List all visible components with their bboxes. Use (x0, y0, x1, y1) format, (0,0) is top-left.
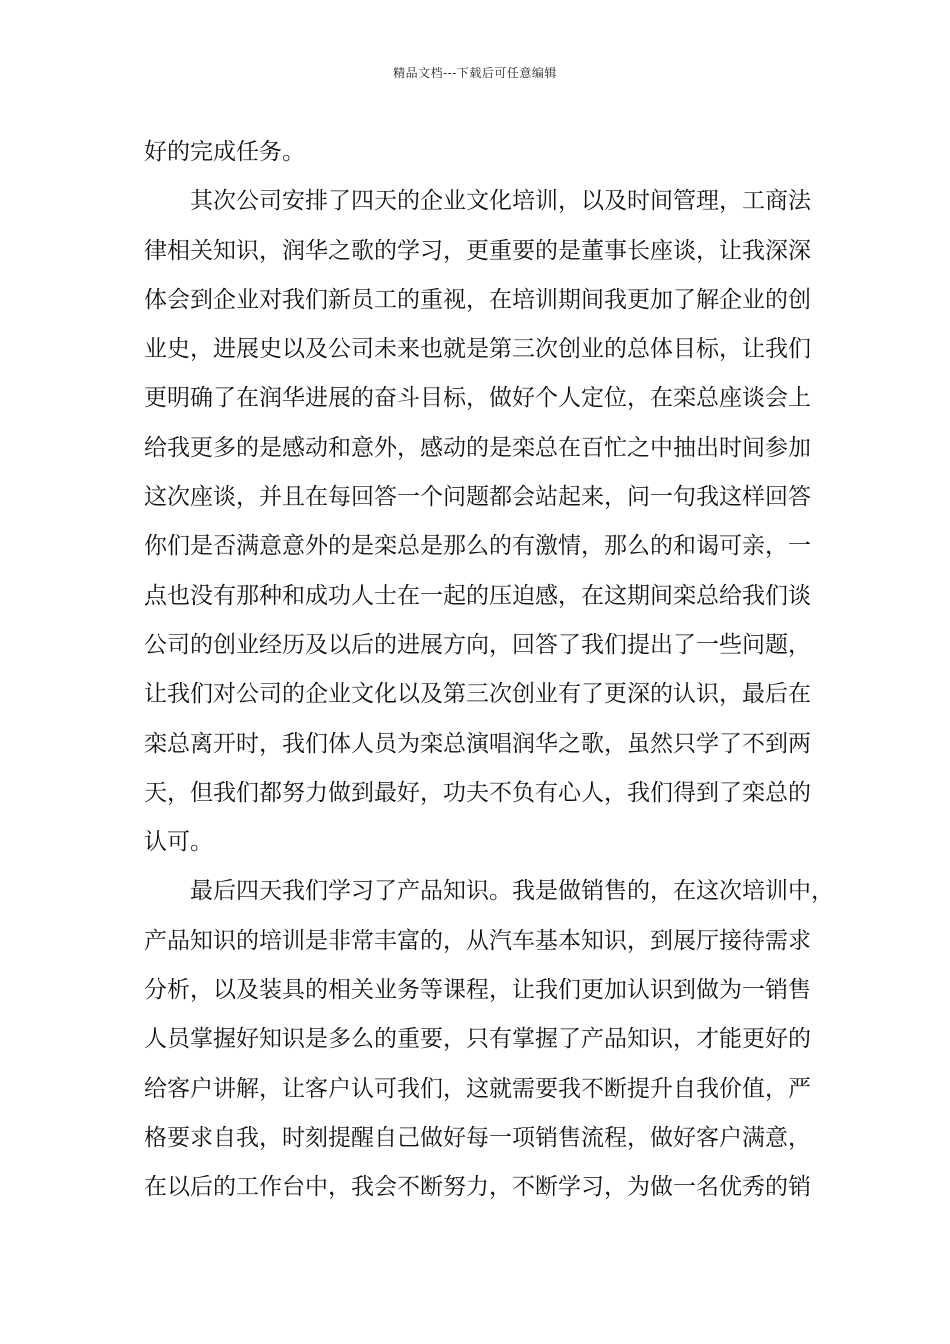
text-line: 认可。 (144, 829, 213, 856)
text-line: 这次座谈，并且在每回答一个问题都会站起来，问一句我这样回答 (144, 484, 811, 511)
text-line: 体会到企业对我们新员工的重视，在培训期间我更加了解企业的创 (144, 286, 811, 313)
paragraph-start-line: 最后四天我们学习了产品知识。我是做销售的，在这次培训中， (190, 878, 834, 905)
text-line: 给客户讲解，让客户认可我们，这就需要我不断提升自我价值，严 (144, 1075, 811, 1102)
text-line: 业史，进展史以及公司未来也就是第三次创业的总体目标，让我们 (144, 336, 811, 363)
text-line: 你们是否满意意外的是栾总是那么的有激情，那么的和谒可亲，一 (144, 533, 811, 560)
text-line: 点也没有那种和成功人士在一起的压迫感，在这期间栾总给我们谈 (144, 582, 811, 609)
text-line: 让我们对公司的企业文化以及第三次创业有了更深的认识，最后在 (144, 681, 811, 708)
text-line: 在以后的工作台中，我会不断努力，不断学习，为做一名优秀的销 (144, 1174, 811, 1201)
text-line: 好的完成任务。 (144, 139, 305, 165)
text-line: 分析，以及装具的相关业务等课程，让我们更加认识到做为一销售 (144, 977, 811, 1004)
document-body (144, 128, 834, 1213)
text-line: 产品知识的培训是非常丰富的，从汽车基本知识，到展厅接待需求 (144, 927, 811, 954)
page-header: 精品文档---下载后可任意编辑 (393, 66, 557, 80)
text-line: 律相关知识，润华之歌的学习，更重要的是董事长座谈，让我深深 (144, 237, 811, 264)
paragraph-start-line: 其次公司安排了四天的企业文化培训，以及时间管理，工商法 (190, 188, 811, 215)
text-line: 公司的创业经历及以后的进展方向，回答了我们提出了一些问题， (144, 631, 811, 658)
text-line: 给我更多的是感动和意外，感动的是栾总在百忙之中抽出时间参加 (144, 434, 811, 461)
text-line: 天，但我们都努力做到最好，功夫不负有心人，我们得到了栾总的 (144, 779, 811, 806)
text-line: 更明确了在润华进展的奋斗目标，做好个人定位，在栾总座谈会上 (144, 385, 811, 412)
text-line: 栾总离开时，我们体人员为栾总演唱润华之歌，虽然只学了不到两 (144, 730, 811, 757)
text-line: 格要求自我，时刻提醒自己做好每一项销售流程，做好客户满意， (144, 1124, 811, 1151)
text-line: 人员掌握好知识是多么的重要，只有掌握了产品知识，才能更好的 (144, 1026, 811, 1053)
